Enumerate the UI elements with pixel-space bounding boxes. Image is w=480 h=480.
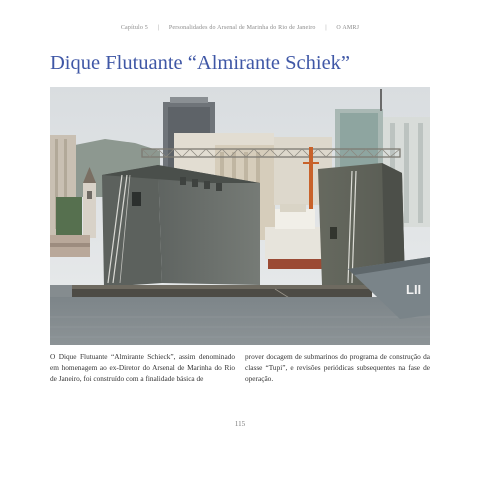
page-number: 115 [234,420,246,428]
water [50,297,430,345]
header-book-title: Personalidades do Arsenal de Marinha do Rio de Janeiro [168,25,316,31]
ship-hull [265,227,323,259]
body-text-column-1: O Dique Flutuante “Almirante Schieck”, assim denominado em homenagem ao ex-Diretor do Arsenal de Marinha do Rio de Janeiro, foi construído com a finalidade básica de [50,352,235,383]
header-chapter: Capítulo 5 [120,25,149,31]
tree [56,197,82,237]
hull-marking: LII [406,282,422,297]
running-header [0,25,480,31]
page-title: Dique Flutuante “Almirante Schiek” [50,52,351,74]
header-separator: | [157,25,160,31]
header-separator: | [325,25,327,31]
floating-dock-photo [50,87,430,345]
body-text-column-2: prover docagem de submarinos do programa de construção da classe “Tupi”, e revisões periódicas subsequentes na fase de operação. [245,352,430,383]
header-org: O AMRJ [336,25,360,31]
crane-mast [309,147,313,211]
building [50,243,90,247]
dock-wall-left [102,165,162,287]
antenna [380,89,382,111]
